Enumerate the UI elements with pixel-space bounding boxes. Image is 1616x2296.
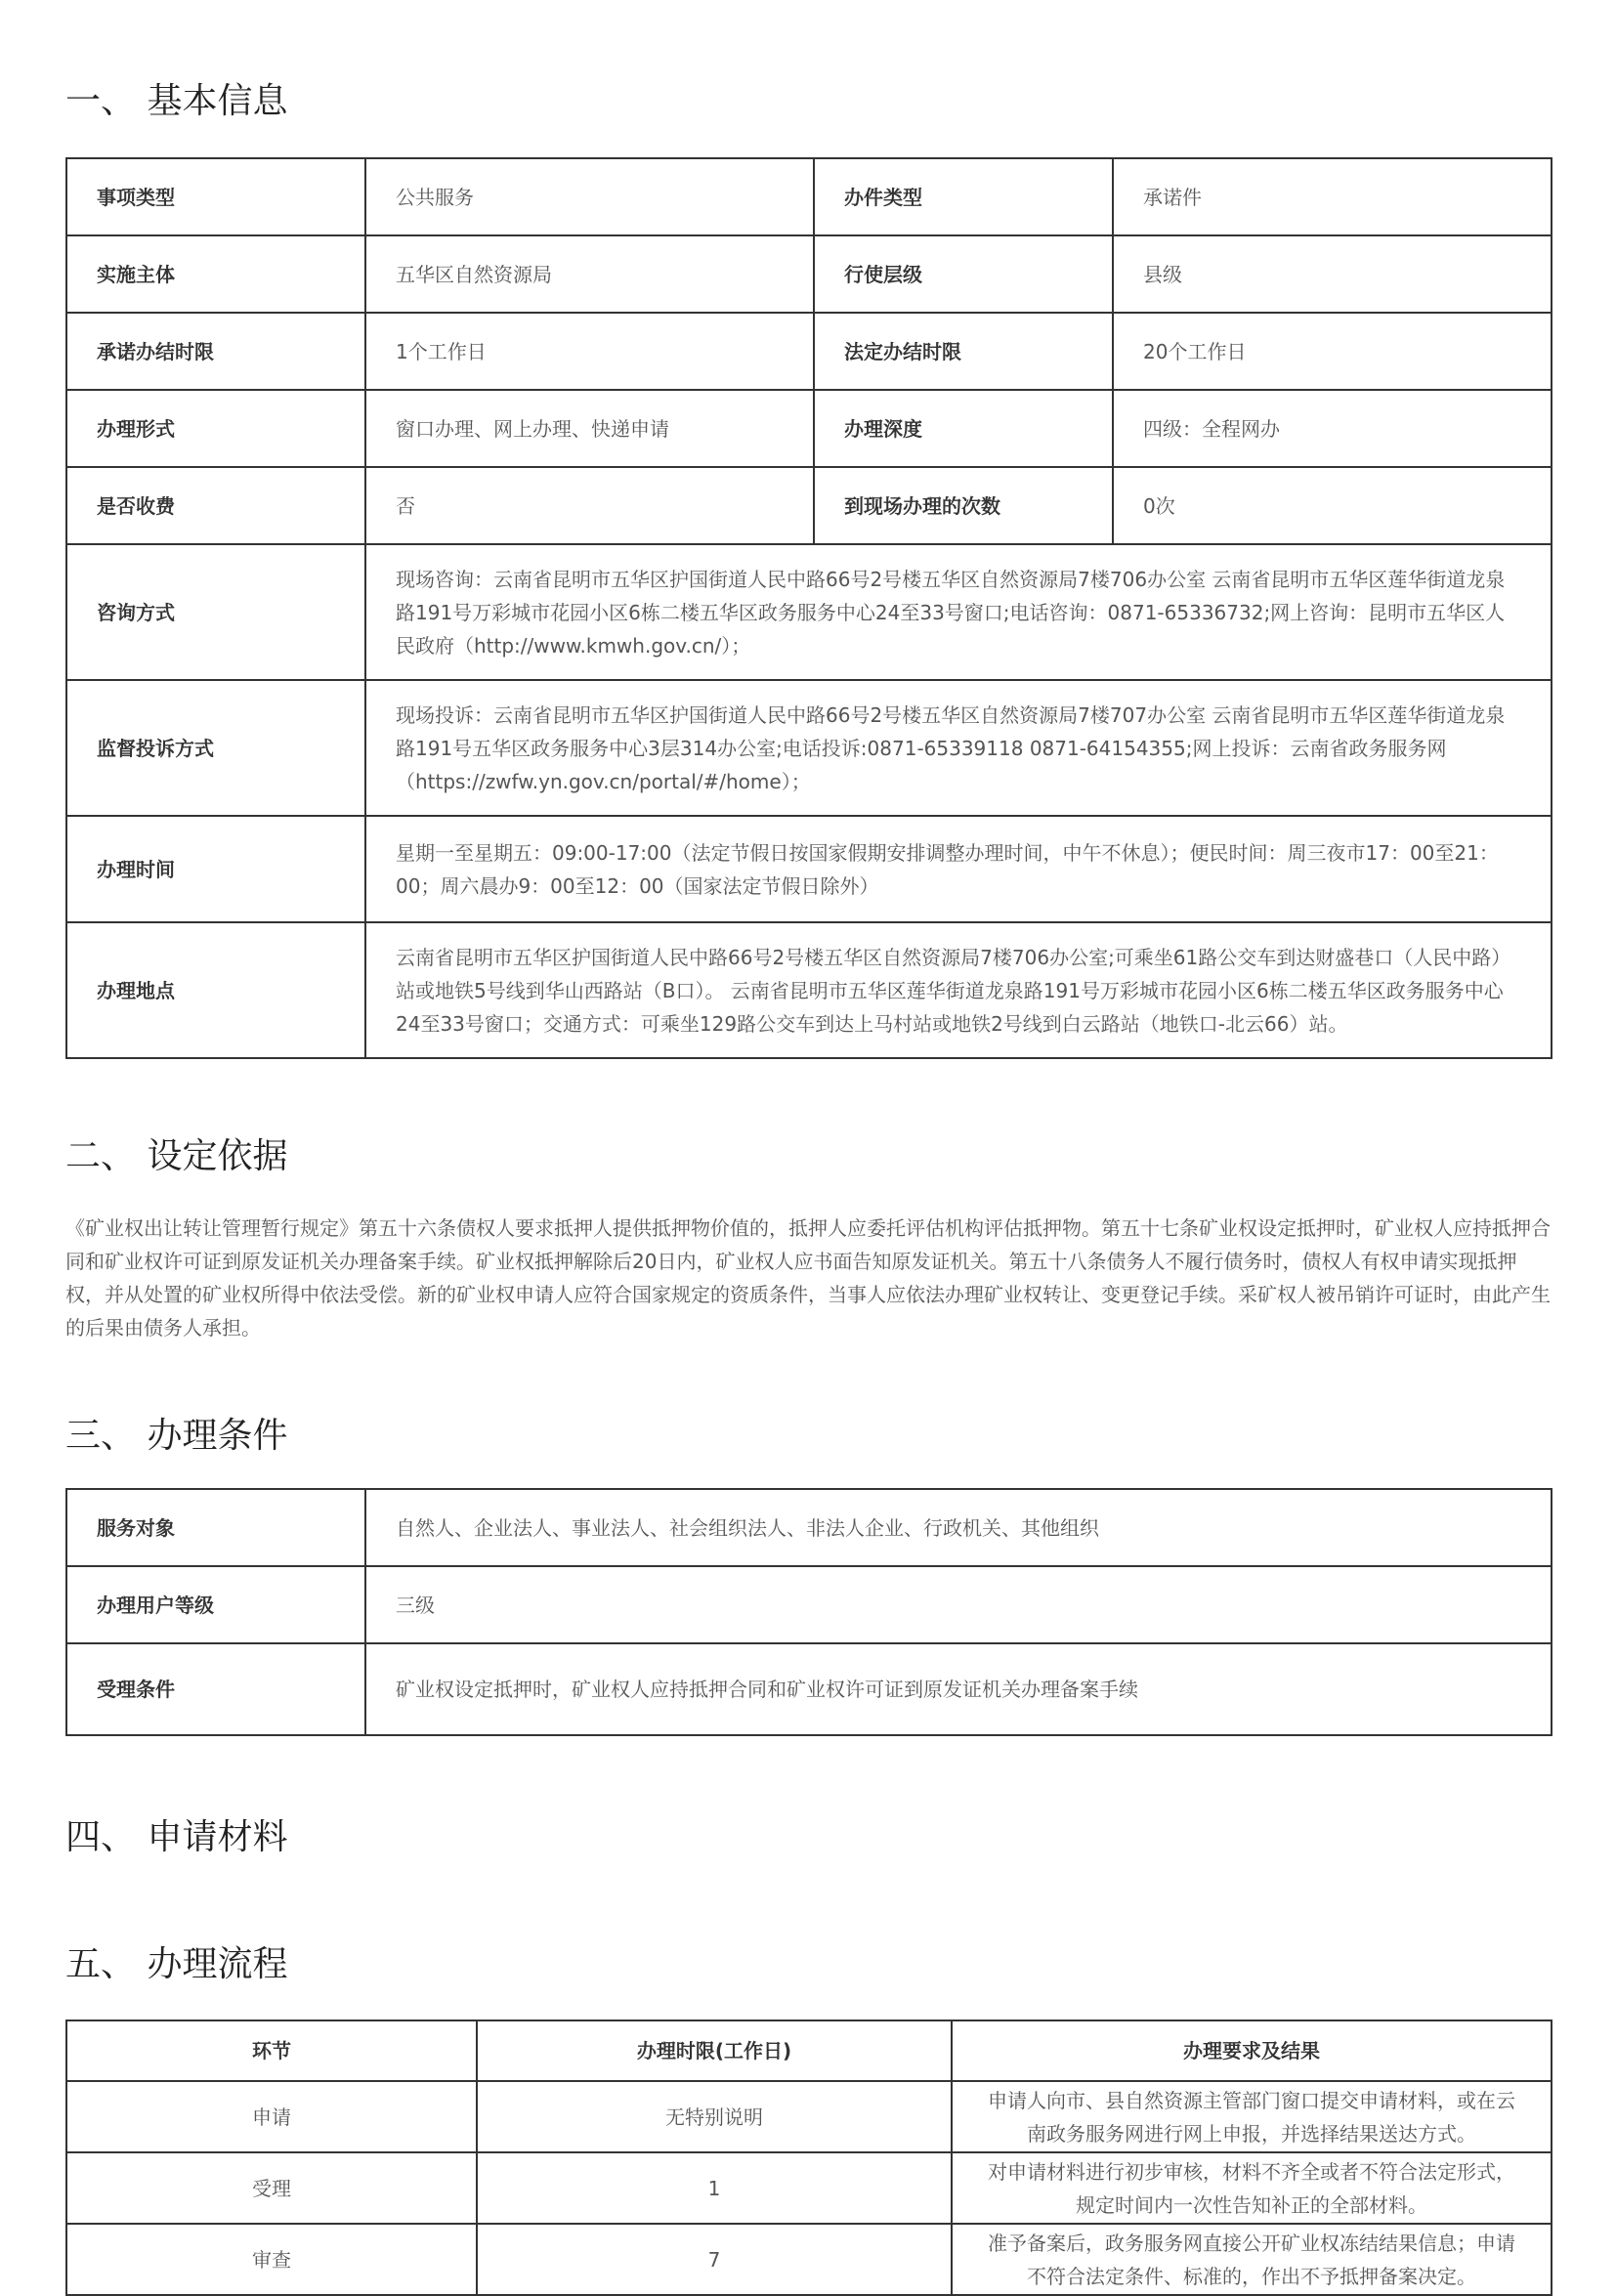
fee-value: 否: [365, 467, 814, 544]
requirement-cell: 准予备案后，政务服务网直接公开矿业权冻结结果信息；申请不符合法定条件、标准的，作出不予抵押备案决定。: [952, 2224, 1552, 2295]
subject-label: 实施主体: [66, 235, 365, 313]
table-row: [66, 1489, 1552, 1566]
location-value: 云南省昆明市五华区护国街道人民中路66号2号楼五华区自然资源局7楼706办公室;可乘坐61路公交车到达财盛巷口（人民中路）站或地铁5号线到华山西路站（B口）。 云南省昆明市五华区莲华街道龙泉路191号万彩城市花园小区6栋二楼五华区政务服务中心24至33号窗口；交通方式：可乘坐129路公交车到达上马村站或地铁2号线到白云路站（地铁口-北云66）站。: [365, 922, 1552, 1058]
requirement-cell: 申请人向市、县自然资源主管部门窗口提交申请材料，或在云南政务服务网进行网上申报，并选择结果送达方式。: [952, 2081, 1552, 2152]
promise-limit-value: 1个工作日: [365, 313, 814, 390]
section-title-conditions: 三、 办理条件: [65, 1416, 288, 1456]
form-value: 窗口办理、网上办理、快递申请: [365, 390, 814, 467]
fee-label: 是否收费: [66, 467, 365, 544]
table-row: [66, 922, 1552, 1058]
header-step: 环节: [66, 2020, 477, 2081]
table-row: [66, 680, 1552, 816]
table-header-row: [66, 2020, 1552, 2081]
case-type-value: 承诺件: [1113, 158, 1552, 235]
step-cell: 受理: [66, 2152, 477, 2224]
requirement-cell: 对申请材料进行初步审核，材料不齐全或者不符合法定形式，规定时间内一次性告知补正的全部材料。: [952, 2152, 1552, 2224]
table-row: [66, 2152, 1552, 2224]
header-requirement: 办理要求及结果: [952, 2020, 1552, 2081]
depth-value: 四级：全程网办: [1113, 390, 1552, 467]
item-type-value: 公共服务: [365, 158, 814, 235]
limit-cell: 无特别说明: [477, 2081, 952, 2152]
level-label: 行使层级: [814, 235, 1113, 313]
table-row: [66, 390, 1552, 467]
header-limit: 办理时限(工作日): [477, 2020, 952, 2081]
table-row: [66, 1643, 1552, 1735]
limit-cell: 1: [477, 2152, 952, 2224]
consult-value: 现场咨询：云南省昆明市五华区护国街道人民中路66号2号楼五华区自然资源局7楼706办公室 云南省昆明市五华区莲华街道龙泉路191号万彩城市花园小区6栋二楼五华区政务服务中心24至33号窗口;电话咨询：0871-65336732;网上咨询：昆明市五华区人民政府（http://www.kmwh.gov.cn/）；: [365, 544, 1552, 680]
visits-value: 0次: [1113, 467, 1552, 544]
user-level-value: 三级: [365, 1566, 1552, 1643]
target-label: 服务对象: [66, 1489, 365, 1566]
section-title-materials: 四、 申请材料: [65, 1817, 288, 1857]
form-label: 办理形式: [66, 390, 365, 467]
basis-text: 《矿业权出让转让管理暂行规定》第五十六条债权人要求抵押人提供抵押物价值的，抵押人应委托评估机构评估抵押物。第五十七条矿业权设定抵押时，矿业权人应持抵押合同和矿业权许可证到原发证机关办理备案手续。矿业权抵押解除后20日内，矿业权人应书面告知原发证机关。第五十八条债务人不履行债务时，债权人有权申请实现抵押权，并从处置的矿业权所得中依法受偿。新的矿业权申请人应符合国家规定的资质条件，当事人应依法办理矿业权转让、变更登记手续。采矿权人被吊销许可证时，由此产生的后果由债务人承担。: [65, 1216, 1551, 1339]
table-row: [66, 158, 1552, 235]
table-row: [66, 1566, 1552, 1643]
legal-limit-value: 20个工作日: [1113, 313, 1552, 390]
step-cell: 审查: [66, 2224, 477, 2295]
table-row: [66, 816, 1552, 922]
table-row: [66, 544, 1552, 680]
case-type-label: 办件类型: [814, 158, 1113, 235]
consult-label: 咨询方式: [66, 544, 365, 680]
process-table: [65, 2020, 1552, 2296]
complaint-label: 监督投诉方式: [66, 680, 365, 816]
basic-info-table: [65, 157, 1552, 1059]
depth-label: 办理深度: [814, 390, 1113, 467]
level-value: 县级: [1113, 235, 1552, 313]
step-cell: 申请: [66, 2081, 477, 2152]
hours-label: 办理时间: [66, 816, 365, 922]
table-row: [66, 2224, 1552, 2295]
table-row: [66, 467, 1552, 544]
table-row: [66, 313, 1552, 390]
visits-label: 到现场办理的次数: [814, 467, 1113, 544]
complaint-value: 现场投诉：云南省昆明市五华区护国街道人民中路66号2号楼五华区自然资源局7楼707办公室 云南省昆明市五华区莲华街道龙泉路191号五华区政务服务中心3层314办公室;电话投诉:0871-65339118 0871-64154355;网上投诉：云南省政务服务网（https://zwfw.yn.gov.cn/portal/#/home）；: [365, 680, 1552, 816]
hours-value: 星期一至星期五：09:00-17:00（法定节假日按国家假期安排调整办理时间，中午不休息）；便民时间：周三夜市17：00至21：00；周六晨办9：00至12：00（国家法定节假日除外）: [365, 816, 1552, 922]
limit-cell: 7: [477, 2224, 952, 2295]
location-label: 办理地点: [66, 922, 365, 1058]
section-title-basic-info: 一、 基本信息: [65, 81, 288, 121]
accept-label: 受理条件: [66, 1643, 365, 1735]
target-value: 自然人、企业法人、事业法人、社会组织法人、非法人企业、行政机关、其他组织: [365, 1489, 1552, 1566]
item-type-label: 事项类型: [66, 158, 365, 235]
table-row: [66, 235, 1552, 313]
legal-limit-label: 法定办结时限: [814, 313, 1113, 390]
table-row: [66, 2081, 1552, 2152]
promise-limit-label: 承诺办结时限: [66, 313, 365, 390]
section-title-basis: 二、 设定依据: [65, 1136, 288, 1176]
section-title-process: 五、 办理流程: [65, 1944, 288, 1984]
accept-value: 矿业权设定抵押时，矿业权人应持抵押合同和矿业权许可证到原发证机关办理备案手续: [365, 1643, 1552, 1735]
subject-value: 五华区自然资源局: [365, 235, 814, 313]
user-level-label: 办理用户等级: [66, 1566, 365, 1643]
conditions-table: [65, 1488, 1552, 1736]
